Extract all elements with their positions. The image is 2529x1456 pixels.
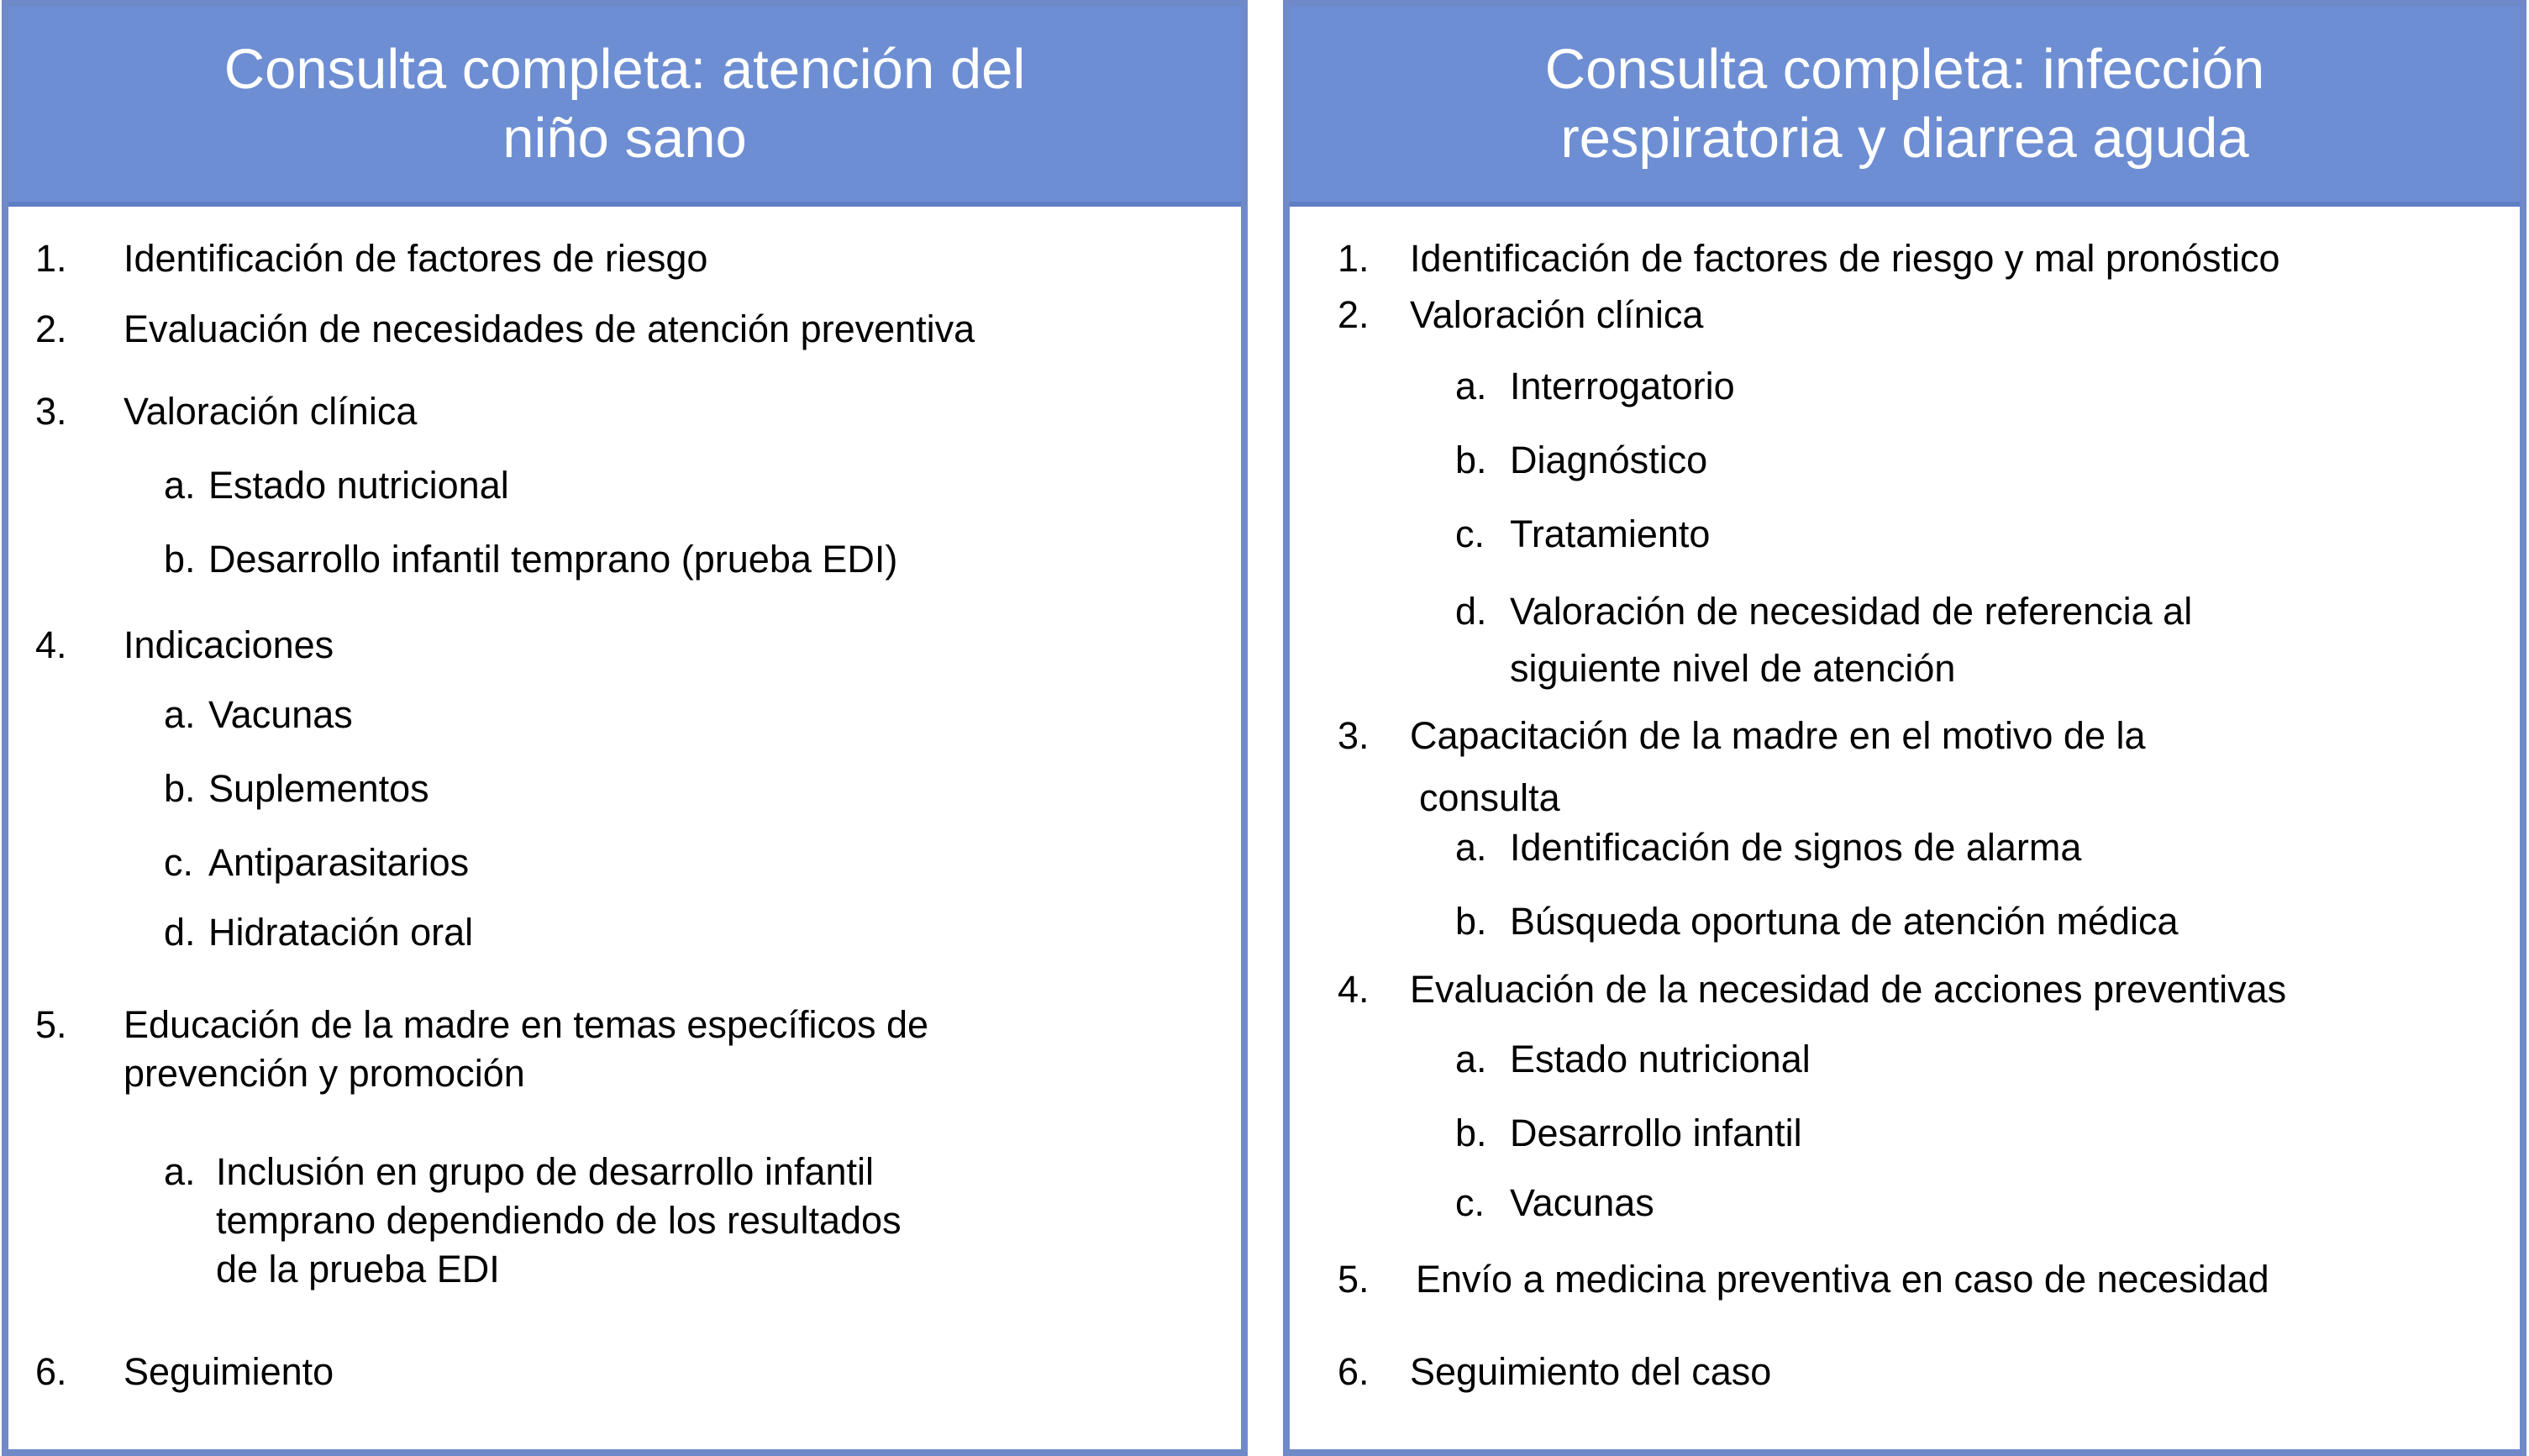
list-number: 2. (1338, 293, 1370, 336)
list-letter: d. (1455, 590, 1487, 633)
list-text: Interrogatorio (1510, 365, 1735, 407)
list-number: 4. (35, 623, 67, 666)
panel-infeccion (1283, 0, 2526, 1456)
list-number: 2. (35, 307, 67, 350)
list-text: Desarrollo infantil temprano (prueba EDI) (208, 538, 898, 581)
list-text: Estado nutricional (208, 464, 509, 507)
list-text-line: Educación de la madre en temas específicos de (124, 1003, 929, 1046)
list-text: Seguimiento (124, 1350, 334, 1393)
list-letter: b. (164, 767, 196, 810)
list-text: Identificación de factores de riesgo (124, 237, 708, 280)
list-text-line: Valoración de necesidad de referencia al (1510, 590, 2193, 633)
panel-nino-sano (2, 0, 1248, 1456)
list-text (1510, 583, 2192, 697)
list-letter: a. (164, 693, 196, 736)
list-text: Identificación de signos de alarma (1510, 826, 2082, 869)
list-text: Valoración clínica (1410, 293, 1704, 336)
list-number: 4. (1338, 968, 1370, 1011)
list-letter: a. (1455, 826, 1487, 869)
list-text: Valoración clínica (124, 390, 418, 433)
list-text: Estado nutricional (1510, 1038, 1811, 1080)
list-text: Vacunas (208, 693, 353, 736)
title-line: niño sano (502, 107, 747, 170)
list-text-line: de la prueba EDI (216, 1248, 500, 1290)
list-letter: b. (164, 538, 196, 581)
list-text: Evaluación de la necesidad de acciones preventivas (1410, 968, 2287, 1011)
list-text: Diagnóstico (1510, 439, 1708, 481)
list-text: Suplementos (208, 767, 429, 810)
panel-title (1290, 35, 2520, 173)
title-line: respiratoria y diarrea aguda (1560, 107, 2249, 170)
list-letter: a. (1455, 365, 1487, 407)
list-number: 3. (35, 390, 67, 433)
list-number: 1. (35, 237, 67, 280)
list-text: Búsqueda oportuna de atención médica (1510, 900, 2179, 943)
list-text-continuation (1419, 774, 1560, 823)
list-text (124, 1001, 928, 1098)
list-text-line: Inclusión en grupo de desarrollo infantil (216, 1150, 874, 1193)
panel-header (1290, 7, 2520, 207)
list-text: Indicaciones (124, 623, 334, 666)
panel-title (8, 35, 1241, 173)
list-text: Evaluación de necesidades de atención preventiva (124, 307, 975, 350)
title-line: Consulta completa: infección (1544, 38, 2265, 101)
list-letter: a. (1455, 1038, 1487, 1080)
list-number: 5. (35, 1003, 67, 1046)
list-number: 3. (1338, 714, 1370, 757)
list-text: Hidratación oral (208, 911, 474, 954)
list-text: Identificación de factores de riesgo y mal pronóstico (1410, 237, 2280, 280)
list-number: 6. (35, 1350, 67, 1393)
list-letter: a. (164, 1150, 196, 1193)
list-text: Vacunas (1510, 1181, 1654, 1224)
panel-header (8, 7, 1241, 207)
list-text: Envío a medicina preventiva en caso de necesidad (1416, 1258, 2269, 1301)
list-text: Tratamiento (1510, 512, 1711, 555)
list-text: Capacitación de la madre en el motivo de la (1410, 714, 2146, 757)
list-text (216, 1148, 902, 1294)
list-letter: c. (1455, 1181, 1485, 1224)
list-letter: a. (164, 464, 196, 507)
list-number: 6. (1338, 1350, 1370, 1393)
list-text: Seguimiento del caso (1410, 1350, 1772, 1393)
list-text-line: temprano dependiendo de los resultados (216, 1199, 902, 1242)
list-letter: c. (1455, 512, 1485, 555)
list-text-line: siguiente nivel de atención (1510, 647, 1956, 690)
list-text: Desarrollo infantil (1510, 1112, 1802, 1154)
list-text: consulta (1419, 776, 1560, 819)
list-text: Antiparasitarios (208, 841, 470, 884)
list-letter: b. (1455, 900, 1487, 943)
list-number: 1. (1338, 237, 1370, 280)
list-number: 5. (1338, 1258, 1370, 1301)
title-line: Consulta completa: atención del (223, 38, 1026, 101)
list-letter: c. (164, 841, 194, 884)
list-letter: d. (164, 911, 196, 954)
list-letter: b. (1455, 1112, 1487, 1154)
list-letter: b. (1455, 439, 1487, 481)
list-text-line: prevención y promoción (124, 1052, 525, 1095)
